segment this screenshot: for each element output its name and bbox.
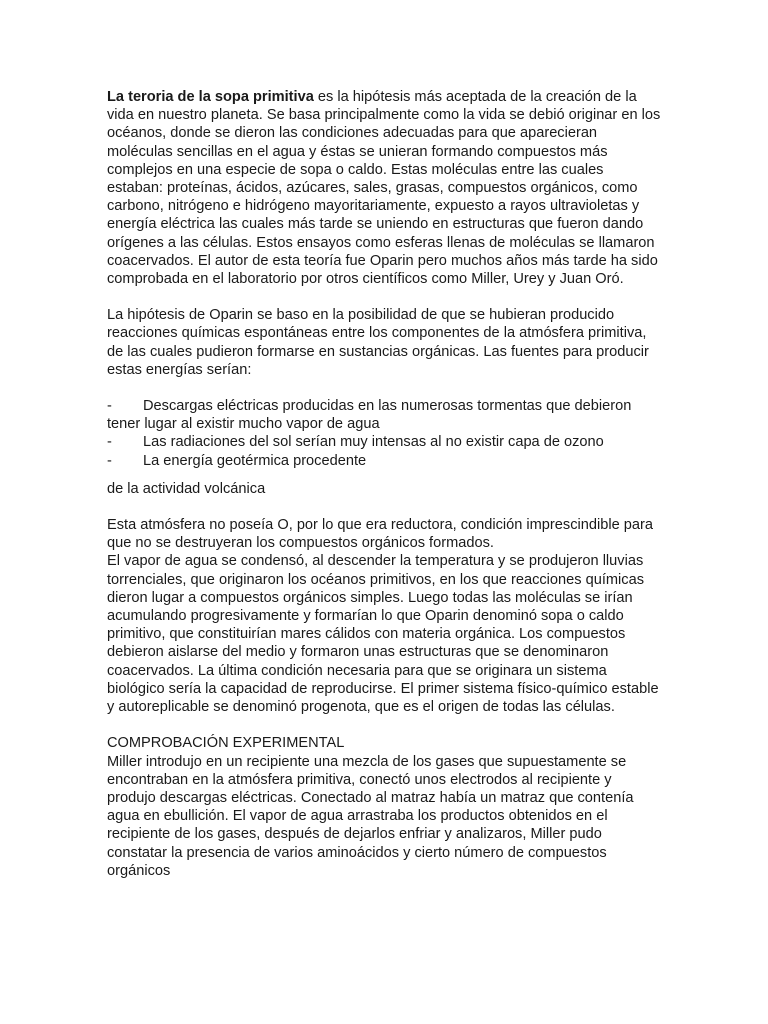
atmosphere-paragraph: Esta atmósfera no poseía O, por lo que era reductora, condición imprescindible para que no se destruyeran los compuestos orgánicos formados.	[107, 517, 653, 552]
bullet-dash: -	[107, 452, 112, 469]
document-body	[107, 88, 663, 880]
bullet-dash: -	[107, 398, 112, 415]
list-item-text: Descargas eléctricas producidas en las numerosas tormentas que debieron tener lugar al existir mucho vapor de agua	[107, 398, 632, 433]
list-item-text: Las radiaciones del sol serían muy intensas al no existir capa de ozono	[143, 434, 604, 451]
intro-paragraph	[107, 88, 663, 288]
list-item	[107, 452, 663, 470]
energy-sources-list	[107, 397, 663, 470]
condensation-paragraph: El vapor de agua se condensó, al descender la temperatura y se produjeron lluvias torrenciales, que originaron los océanos primitivos, en los que reacciones químicas dieron lugar a compuestos orgánicos simples. Luego todas las moléculas se irían acumulando progresivamente y formarían lo que Oparin denominó sopa o caldo primitivo, que constituirían mares cálidos con materia orgánica. Los compuestos debieron aislarse del medio y formaron unas estructuras que se denominaron coacervados. La última condición necesaria para que se originara un sistema biológico sería la capacidad de reproducirse. El primer sistema físico-químico estable y autoreplicable se denominó progenota, que es el origen de todas las células.	[107, 553, 659, 716]
oparin-paragraph: La hipótesis de Oparin se baso en la posibilidad de que se hubieran producido reacciones químicas espontáneas entre los componentes de la atmósfera primitiva, de las cuales pudieron formarse en sustancias orgánicas. Las fuentes para producir estas energías serían:	[107, 307, 649, 378]
intro-text: es la hipótesis más aceptada de la creación de la vida en nuestro planeta. Se basa principalmente como la vida se debió originar en los océanos, donde se dieron las condiciones adecuadas para que aparecieran moléculas sencillas en el agua y éstas se unieran formando compuestos más complejos en una especie de sopa o caldo. Estas moléculas entre las cuales estaban: proteínas, ácidos, azúcares, sales, grasas, compuestos orgánicos, como carbono, nitrógeno e hidrógeno mayoritariamente, expuesto a rayos ultravioletas y energía eléctrica las cuales más tarde se uniendo en estructuras que fueron dando orígenes a las células. Estos ensayos como esferas llenas de moléculas se llamaron coacervados. El autor de esta teoría fue Oparin pero muchos años más tarde ha sido comprobada en el laboratorio por otros científicos como Miller, Urey y Juan Oró.	[107, 89, 661, 288]
intro-bold-title: La teroria de la sopa primitiva	[107, 89, 314, 105]
list-item	[107, 433, 663, 451]
bullet-dash: -	[107, 434, 112, 451]
miller-paragraph: Miller introdujo en un recipiente una mezcla de los gases que supuestamente se encontraban en la atmósfera primitiva, conectó unos electrodos al recipiente y produjo descargas eléctricas. Conectado al matraz había un matraz que contenía agua en ebullición. El vapor de agua arrastraba los productos obtenidos en el recipiente de los gases, después de dejarlos enfriar y analizaros, Miller pudo constatar la presencia de varios aminoácidos y cierto número de compuestos orgánicos	[107, 753, 634, 879]
list-item-text: La energía geotérmica procedente	[143, 452, 367, 469]
list-item	[107, 397, 663, 433]
volcanic-line: de la actividad volcánica	[107, 480, 266, 497]
section-heading: COMPROBACIÓN EXPERIMENTAL	[107, 735, 345, 752]
